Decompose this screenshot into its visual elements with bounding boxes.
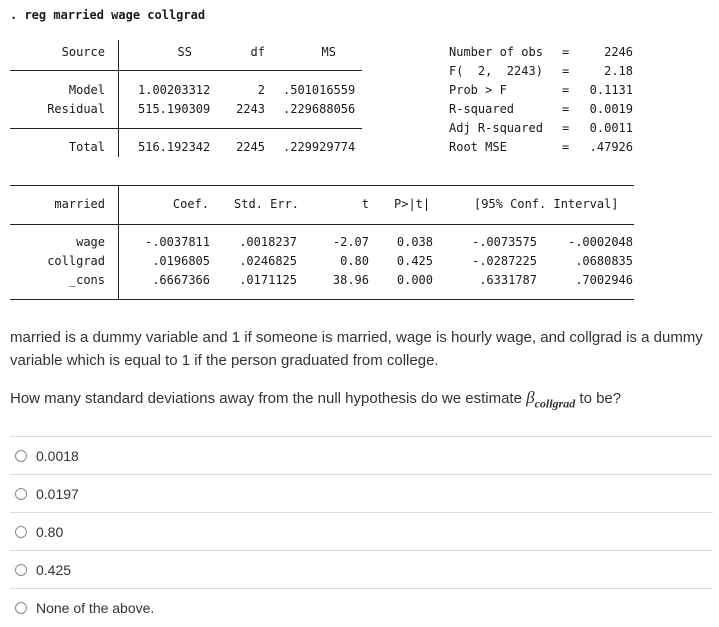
answer-option[interactable] bbox=[10, 436, 713, 474]
anova-row-source: Model bbox=[68, 83, 105, 97]
answer-option-label: None of the above. bbox=[36, 599, 155, 616]
coef-row-coef: -.0037811 bbox=[144, 235, 210, 249]
answer-options bbox=[10, 436, 713, 626]
stat-eq: = bbox=[562, 140, 570, 154]
anova-header-df: df bbox=[250, 45, 265, 59]
radio-button-icon[interactable] bbox=[15, 526, 27, 538]
stat-value: .47926 bbox=[589, 140, 633, 154]
question-text bbox=[10, 386, 710, 415]
coef-row-var: wage bbox=[76, 235, 105, 249]
answer-option-label: 0.425 bbox=[36, 561, 72, 578]
coef-header-t: t bbox=[361, 197, 369, 211]
question-suffix: to be? bbox=[575, 390, 622, 407]
coef-row-ci-lo: -.0287225 bbox=[471, 254, 537, 268]
radio-button-icon[interactable] bbox=[15, 564, 27, 576]
radio-button-icon[interactable] bbox=[15, 602, 27, 614]
coef-row-se: .0018237 bbox=[239, 235, 297, 249]
coef-row-p: 0.000 bbox=[396, 273, 433, 287]
answer-option-label: 0.0018 bbox=[36, 447, 79, 464]
anova-header-ms: MS bbox=[321, 45, 336, 59]
question-prefix: How many standard deviations away from the null hypothesis do we estimate bbox=[10, 390, 527, 407]
coef-header-se: Std. Err. bbox=[234, 197, 300, 211]
beta-subscript: collgrad bbox=[534, 396, 576, 411]
stat-eq: = bbox=[562, 45, 570, 59]
coef-header-coef: Coef. bbox=[172, 197, 209, 211]
anova-row-df: 2 bbox=[257, 83, 265, 97]
answer-option[interactable] bbox=[10, 512, 713, 550]
anova-row-ss: 1.00203312 bbox=[138, 83, 211, 97]
stat-value: 0.0019 bbox=[589, 102, 633, 116]
stata-command: . reg married wage collgrad bbox=[10, 8, 206, 22]
coef-row-coef: .0196805 bbox=[152, 254, 210, 268]
coef-row-coef: .6667366 bbox=[152, 273, 210, 287]
stat-label: Number of obs bbox=[449, 45, 543, 59]
anova-header-ss: SS bbox=[177, 45, 192, 59]
coef-row-se: .0246825 bbox=[239, 254, 297, 268]
coef-row-t: 0.80 bbox=[340, 254, 369, 268]
stat-eq: = bbox=[562, 102, 570, 116]
stat-value: 2246 bbox=[604, 45, 633, 59]
beta-symbol: β bbox=[526, 388, 535, 407]
coef-row-t: 38.96 bbox=[332, 273, 369, 287]
anova-row-ms: .501016559 bbox=[283, 83, 356, 97]
stat-label: Root MSE bbox=[449, 140, 507, 154]
stat-eq: = bbox=[562, 64, 570, 78]
coef-row-ci-hi: .7002946 bbox=[575, 273, 633, 287]
radio-button-icon[interactable] bbox=[15, 488, 27, 500]
anova-row-df: 2245 bbox=[236, 140, 265, 154]
coef-header-ci: [95% Conf. Interval] bbox=[474, 197, 619, 211]
coef-row-ci-hi: .0680835 bbox=[575, 254, 633, 268]
stat-label: R-squared bbox=[449, 102, 515, 116]
coef-row-t: -2.07 bbox=[332, 235, 369, 249]
question-description: married is a dummy variable and 1 if someone is married, wage is hourly wage, and collgrad is a dummy variable which is equal to 1 if the person graduated from college. bbox=[10, 329, 703, 369]
anova-row-ms: .229929774 bbox=[283, 140, 356, 154]
anova-header-source: Source bbox=[61, 45, 105, 59]
answer-option[interactable] bbox=[10, 550, 713, 588]
coef-row-var: _cons bbox=[68, 273, 105, 287]
answer-option-label: 0.80 bbox=[36, 523, 64, 540]
answer-option-label: 0.0197 bbox=[36, 485, 79, 502]
radio-button-icon[interactable] bbox=[15, 450, 27, 462]
coef-header-var: married bbox=[54, 197, 105, 211]
stat-value: 0.1131 bbox=[589, 83, 633, 97]
stat-eq: = bbox=[562, 83, 570, 97]
coef-row-ci-lo: -.0073575 bbox=[471, 235, 537, 249]
stat-label: F( 2, 2243) bbox=[449, 64, 543, 78]
stat-value: 2.18 bbox=[604, 64, 633, 78]
answer-option[interactable] bbox=[10, 474, 713, 512]
coef-row-ci-hi: -.0002048 bbox=[567, 235, 633, 249]
coef-row-ci-lo: .6331787 bbox=[479, 273, 537, 287]
coef-row-p: 0.425 bbox=[396, 254, 433, 268]
coef-row-se: .0171125 bbox=[239, 273, 297, 287]
anova-row-ss: 515.190309 bbox=[138, 102, 211, 116]
anova-row-source: Residual bbox=[47, 102, 105, 116]
answer-option[interactable] bbox=[10, 588, 713, 626]
beta-collgrad-symbol bbox=[526, 388, 576, 411]
stat-value: 0.0011 bbox=[589, 121, 633, 135]
anova-row-ms: .229688056 bbox=[283, 102, 356, 116]
anova-row-df: 2243 bbox=[236, 102, 265, 116]
coef-header-p: P>|t| bbox=[394, 197, 431, 211]
anova-row-ss: 516.192342 bbox=[138, 140, 211, 154]
anova-row-source: Total bbox=[68, 140, 105, 154]
stat-label: Adj R-squared bbox=[449, 121, 543, 135]
coef-row-p: 0.038 bbox=[396, 235, 433, 249]
coef-row-var: collgrad bbox=[47, 254, 105, 268]
stat-label: Prob > F bbox=[449, 83, 507, 97]
stat-eq: = bbox=[562, 121, 570, 135]
